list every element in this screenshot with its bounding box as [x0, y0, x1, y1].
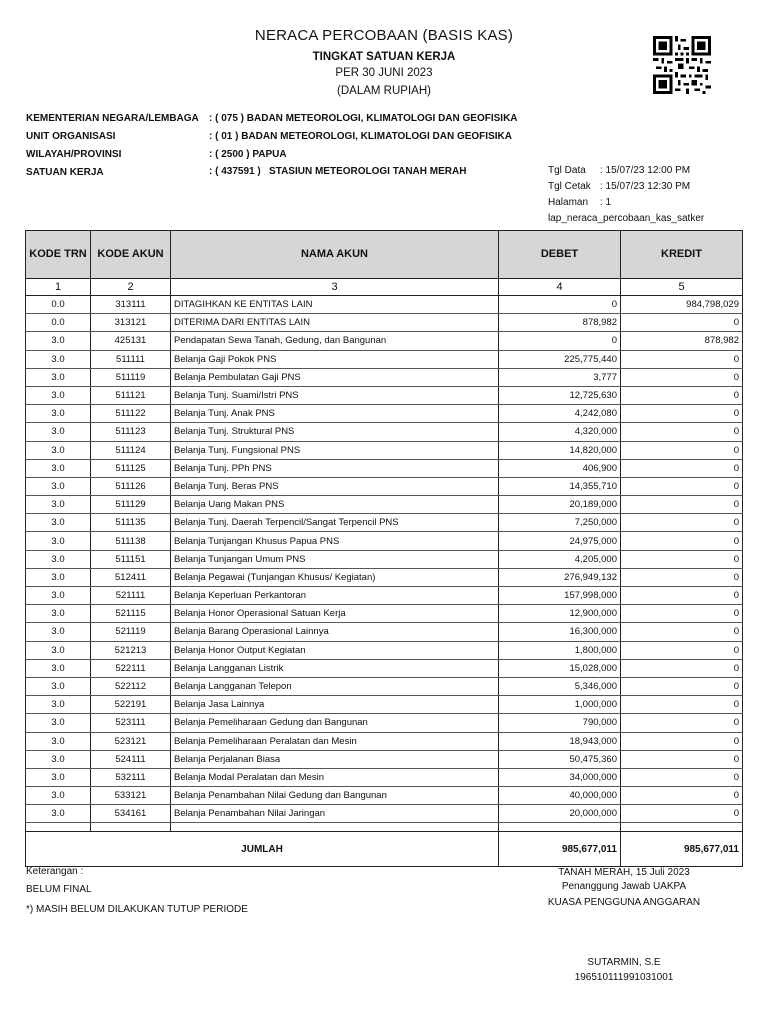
row-kode-akun: 511111	[91, 350, 171, 368]
row-kode-trn: 3.0	[26, 423, 91, 441]
row-kredit: 0	[621, 441, 743, 459]
row-debet: 20,000,000	[499, 805, 621, 823]
info-label-unit: UNIT ORGANISASI	[26, 131, 116, 142]
row-debet: 4,205,000	[499, 550, 621, 568]
row-debet: 40,000,000	[499, 787, 621, 805]
row-kode-trn: 3.0	[26, 605, 91, 623]
row-kredit: 0	[621, 568, 743, 586]
row-kredit: 0	[621, 314, 743, 332]
row-nama-akun: Pendapatan Sewa Tanah, Gedung, dan Bangunan	[171, 332, 499, 350]
info-value-kementerian: : ( 075 ) BADAN METEOROLOGI, KLIMATOLOGI DAN GEOFISIKA	[209, 113, 518, 124]
row-nama-akun: Belanja Tunj. PPh PNS	[171, 459, 499, 477]
info-label-wilayah: WILAYAH/PROVINSI	[26, 149, 122, 160]
row-kode-trn: 3.0	[26, 477, 91, 495]
row-kode-akun: 521111	[91, 587, 171, 605]
row-kredit: 0	[621, 368, 743, 386]
row-nama-akun: Belanja Jasa Lainnya	[171, 696, 499, 714]
row-kredit: 0	[621, 587, 743, 605]
row-debet: 50,475,360	[499, 750, 621, 768]
row-nama-akun: Belanja Penambahan Nilai Jaringan	[171, 805, 499, 823]
row-kode-trn: 3.0	[26, 587, 91, 605]
row-kode-trn: 3.0	[26, 659, 91, 677]
row-kredit: 0	[621, 423, 743, 441]
row-debet: 1,800,000	[499, 641, 621, 659]
meta-tgl-cetak	[548, 181, 690, 192]
row-debet: 878,982	[499, 314, 621, 332]
row-nama-akun: Belanja Uang Makan PNS	[171, 496, 499, 514]
row-nama-akun: Belanja Tunj. Anak PNS	[171, 405, 499, 423]
row-debet: 0	[499, 332, 621, 350]
row-kode-akun: 511138	[91, 532, 171, 550]
table-row	[26, 568, 743, 586]
row-nama-akun: Belanja Tunj. Suami/Istri PNS	[171, 386, 499, 404]
row-kode-trn: 3.0	[26, 732, 91, 750]
notes-footnote: *) MASIH BELUM DILAKUKAN TUTUP PERIODE	[26, 904, 248, 915]
total-debet: 985,677,011	[499, 832, 621, 867]
row-debet: 225,775,440	[499, 350, 621, 368]
row-debet: 5,346,000	[499, 677, 621, 695]
info-value-unit: : ( 01 ) BADAN METEOROLOGI, KLIMATOLOGI DAN GEOFISIKA	[209, 131, 512, 142]
col-number: 4	[499, 279, 621, 296]
row-debet: 12,900,000	[499, 605, 621, 623]
table-row	[26, 605, 743, 623]
row-kredit: 0	[621, 732, 743, 750]
row-nama-akun: Belanja Penambahan Nilai Gedung dan Bangunan	[171, 787, 499, 805]
row-nama-akun: Belanja Honor Output Kegiatan	[171, 641, 499, 659]
row-kredit: 0	[621, 496, 743, 514]
meta-tgl-data-label: Tgl Data	[548, 165, 586, 176]
table-row	[26, 750, 743, 768]
row-kode-akun: 524111	[91, 750, 171, 768]
row-debet: 14,820,000	[499, 441, 621, 459]
table-row	[26, 732, 743, 750]
qr-code-icon	[651, 36, 713, 94]
row-debet: 15,028,000	[499, 659, 621, 677]
row-nama-akun: Belanja Honor Operasional Satuan Kerja	[171, 605, 499, 623]
row-nama-akun: Belanja Pegawai (Tunjangan Khusus/ Kegiatan)	[171, 568, 499, 586]
row-kode-trn: 0.0	[26, 296, 91, 314]
row-kode-trn: 3.0	[26, 696, 91, 714]
row-kredit: 0	[621, 477, 743, 495]
row-kredit: 0	[621, 750, 743, 768]
report-unit: (DALAM RUPIAH)	[337, 85, 431, 97]
row-kode-akun: 533121	[91, 787, 171, 805]
info-label-satker: SATUAN KERJA	[26, 167, 104, 178]
report-subtitle: TINGKAT SATUAN KERJA	[312, 51, 456, 63]
row-kode-trn: 3.0	[26, 768, 91, 786]
row-debet: 16,300,000	[499, 623, 621, 641]
total-label: JUMLAH	[26, 832, 499, 867]
row-kode-akun: 511123	[91, 423, 171, 441]
report-id: lap_neraca_percobaan_kas_satker	[548, 213, 705, 224]
row-kredit: 0	[621, 768, 743, 786]
total-row	[26, 832, 743, 867]
col-header-debet: DEBET	[499, 231, 621, 279]
table-row	[26, 368, 743, 386]
row-kredit: 0	[621, 532, 743, 550]
col-number: 2	[91, 279, 171, 296]
row-nama-akun: Belanja Perjalanan Biasa	[171, 750, 499, 768]
row-nama-akun: Belanja Pembulatan Gaji PNS	[171, 368, 499, 386]
table-row	[26, 405, 743, 423]
row-kredit: 0	[621, 550, 743, 568]
table-row	[26, 587, 743, 605]
row-kode-akun: 532111	[91, 768, 171, 786]
table-row	[26, 696, 743, 714]
signature-nip: 196510111991031001	[574, 972, 674, 983]
row-kode-trn: 3.0	[26, 350, 91, 368]
table-row	[26, 787, 743, 805]
row-nama-akun: Belanja Tunj. Daerah Terpencil/Sangat Terpencil PNS	[171, 514, 499, 532]
row-kode-akun: 511119	[91, 368, 171, 386]
row-debet: 4,242,080	[499, 405, 621, 423]
row-debet: 34,000,000	[499, 768, 621, 786]
row-nama-akun: Belanja Modal Peralatan dan Mesin	[171, 768, 499, 786]
col-header-kredit: KREDIT	[621, 231, 743, 279]
row-debet: 20,189,000	[499, 496, 621, 514]
signature-name: SUTARMIN, S.E	[587, 957, 661, 968]
row-kode-trn: 3.0	[26, 441, 91, 459]
row-debet: 4,320,000	[499, 423, 621, 441]
meta-halaman	[548, 197, 611, 208]
row-kode-akun: 511122	[91, 405, 171, 423]
row-debet: 1,000,000	[499, 696, 621, 714]
table-row	[26, 296, 743, 314]
row-nama-akun: Belanja Tunjangan Khusus Papua PNS	[171, 532, 499, 550]
row-kode-akun: 534161	[91, 805, 171, 823]
row-kode-akun: 511129	[91, 496, 171, 514]
table-row	[26, 768, 743, 786]
row-kode-akun: 511121	[91, 386, 171, 404]
col-header-kode-akun: KODE AKUN	[91, 231, 171, 279]
table-row	[26, 641, 743, 659]
row-kode-trn: 3.0	[26, 714, 91, 732]
table-row	[26, 677, 743, 695]
row-kode-akun: 511151	[91, 550, 171, 568]
report-period: PER 30 JUNI 2023	[335, 67, 433, 79]
col-number: 3	[171, 279, 499, 296]
row-kode-trn: 3.0	[26, 750, 91, 768]
row-kredit: 0	[621, 386, 743, 404]
row-kode-akun: 521115	[91, 605, 171, 623]
row-debet: 14,355,710	[499, 477, 621, 495]
info-value-satker: : ( 437591 ) STASIUN METEOROLOGI TANAH MERAH	[209, 166, 467, 177]
row-kode-trn: 3.0	[26, 641, 91, 659]
row-nama-akun: Belanja Gaji Pokok PNS	[171, 350, 499, 368]
signature-position: KUASA PENGGUNA ANGGARAN	[547, 897, 701, 908]
table-spacer	[26, 823, 743, 832]
row-kode-akun: 511125	[91, 459, 171, 477]
notes-status: BELUM FINAL	[26, 884, 92, 895]
row-kredit: 984,798,029	[621, 296, 743, 314]
row-kode-akun: 511124	[91, 441, 171, 459]
row-kode-trn: 3.0	[26, 405, 91, 423]
row-kode-akun: 511135	[91, 514, 171, 532]
row-debet: 157,998,000	[499, 587, 621, 605]
table-row	[26, 386, 743, 404]
row-kredit: 0	[621, 696, 743, 714]
row-kode-akun: 522191	[91, 696, 171, 714]
row-kode-akun: 313111	[91, 296, 171, 314]
row-kredit: 0	[621, 514, 743, 532]
row-debet: 18,943,000	[499, 732, 621, 750]
row-debet: 24,975,000	[499, 532, 621, 550]
row-nama-akun: DITAGIHKAN KE ENTITAS LAIN	[171, 296, 499, 314]
table-row	[26, 423, 743, 441]
row-kode-trn: 3.0	[26, 805, 91, 823]
row-nama-akun: Belanja Tunj. Struktural PNS	[171, 423, 499, 441]
signature-role: Penanggung Jawab UAKPA	[561, 881, 687, 892]
row-nama-akun: Belanja Barang Operasional Lainnya	[171, 623, 499, 641]
trial-balance-table	[25, 230, 743, 867]
table-row	[26, 314, 743, 332]
row-kredit: 0	[621, 623, 743, 641]
total-kredit: 985,677,011	[621, 832, 743, 867]
table-row	[26, 332, 743, 350]
row-kode-akun: 522111	[91, 659, 171, 677]
meta-tgl-cetak-label: Tgl Cetak	[548, 181, 591, 192]
row-debet: 406,900	[499, 459, 621, 477]
row-nama-akun: Belanja Langganan Telepon	[171, 677, 499, 695]
row-kode-trn: 3.0	[26, 550, 91, 568]
notes-label: Keterangan :	[26, 866, 84, 877]
row-kredit: 0	[621, 350, 743, 368]
row-nama-akun: Belanja Pemeliharaan Peralatan dan Mesin	[171, 732, 499, 750]
row-kode-trn: 3.0	[26, 459, 91, 477]
table-row	[26, 496, 743, 514]
report-title: NERACA PERCOBAAN (BASIS KAS)	[254, 27, 514, 44]
meta-tgl-data	[548, 165, 690, 176]
row-kode-trn: 3.0	[26, 514, 91, 532]
meta-halaman-value: : 1	[600, 197, 612, 208]
row-kode-trn: 3.0	[26, 568, 91, 586]
row-debet: 7,250,000	[499, 514, 621, 532]
row-nama-akun: Belanja Tunj. Beras PNS	[171, 477, 499, 495]
col-header-nama-akun: NAMA AKUN	[171, 231, 499, 279]
info-label-kementerian: KEMENTERIAN NEGARA/LEMBAGA	[26, 113, 199, 124]
row-kredit: 0	[621, 605, 743, 623]
signature-place-date: TANAH MERAH, 15 Juli 2023	[558, 867, 690, 878]
row-kode-akun: 522112	[91, 677, 171, 695]
row-kode-trn: 3.0	[26, 332, 91, 350]
row-kode-trn: 3.0	[26, 386, 91, 404]
col-header-kode-trn: KODE TRN	[26, 231, 91, 279]
row-kode-trn: 3.0	[26, 677, 91, 695]
row-nama-akun: Belanja Pemeliharaan Gedung dan Bangunan	[171, 714, 499, 732]
row-nama-akun: Belanja Tunj. Fungsional PNS	[171, 441, 499, 459]
row-kode-akun: 313121	[91, 314, 171, 332]
row-kode-akun: 523121	[91, 732, 171, 750]
row-kredit: 0	[621, 659, 743, 677]
table-row	[26, 805, 743, 823]
meta-tgl-data-value: : 15/07/23 12:00 PM	[600, 165, 691, 176]
table-row	[26, 659, 743, 677]
row-kredit: 0	[621, 714, 743, 732]
table-row	[26, 441, 743, 459]
row-kode-akun: 512411	[91, 568, 171, 586]
row-debet: 790,000	[499, 714, 621, 732]
row-kredit: 878,982	[621, 332, 743, 350]
row-kode-akun: 523111	[91, 714, 171, 732]
row-kode-akun: 521119	[91, 623, 171, 641]
meta-tgl-cetak-value: : 15/07/23 12:30 PM	[600, 181, 691, 192]
meta-halaman-label: Halaman	[548, 197, 589, 208]
row-kredit: 0	[621, 805, 743, 823]
row-kredit: 0	[621, 677, 743, 695]
row-nama-akun: Belanja Tunjangan Umum PNS	[171, 550, 499, 568]
row-kredit: 0	[621, 641, 743, 659]
table-row	[26, 350, 743, 368]
info-value-wilayah: : ( 2500 ) PAPUA	[209, 149, 287, 160]
row-kode-akun: 511126	[91, 477, 171, 495]
col-number: 1	[26, 279, 91, 296]
col-number: 5	[621, 279, 743, 296]
row-nama-akun: Belanja Langganan Listrik	[171, 659, 499, 677]
row-kode-trn: 3.0	[26, 496, 91, 514]
table-row	[26, 714, 743, 732]
row-nama-akun: Belanja Keperluan Perkantoran	[171, 587, 499, 605]
row-kode-trn: 3.0	[26, 787, 91, 805]
row-kode-trn: 0.0	[26, 314, 91, 332]
row-kode-trn: 3.0	[26, 532, 91, 550]
row-nama-akun: DITERIMA DARI ENTITAS LAIN	[171, 314, 499, 332]
row-kredit: 0	[621, 787, 743, 805]
row-debet: 12,725,630	[499, 386, 621, 404]
table-row	[26, 623, 743, 641]
table-row	[26, 459, 743, 477]
table-row	[26, 550, 743, 568]
row-kode-akun: 521213	[91, 641, 171, 659]
row-kode-trn: 3.0	[26, 623, 91, 641]
row-kode-akun: 425131	[91, 332, 171, 350]
row-debet: 3,777	[499, 368, 621, 386]
table-row	[26, 514, 743, 532]
row-kode-trn: 3.0	[26, 368, 91, 386]
row-debet: 276,949,132	[499, 568, 621, 586]
table-row	[26, 532, 743, 550]
row-debet: 0	[499, 296, 621, 314]
row-kredit: 0	[621, 459, 743, 477]
table-row	[26, 477, 743, 495]
row-kredit: 0	[621, 405, 743, 423]
